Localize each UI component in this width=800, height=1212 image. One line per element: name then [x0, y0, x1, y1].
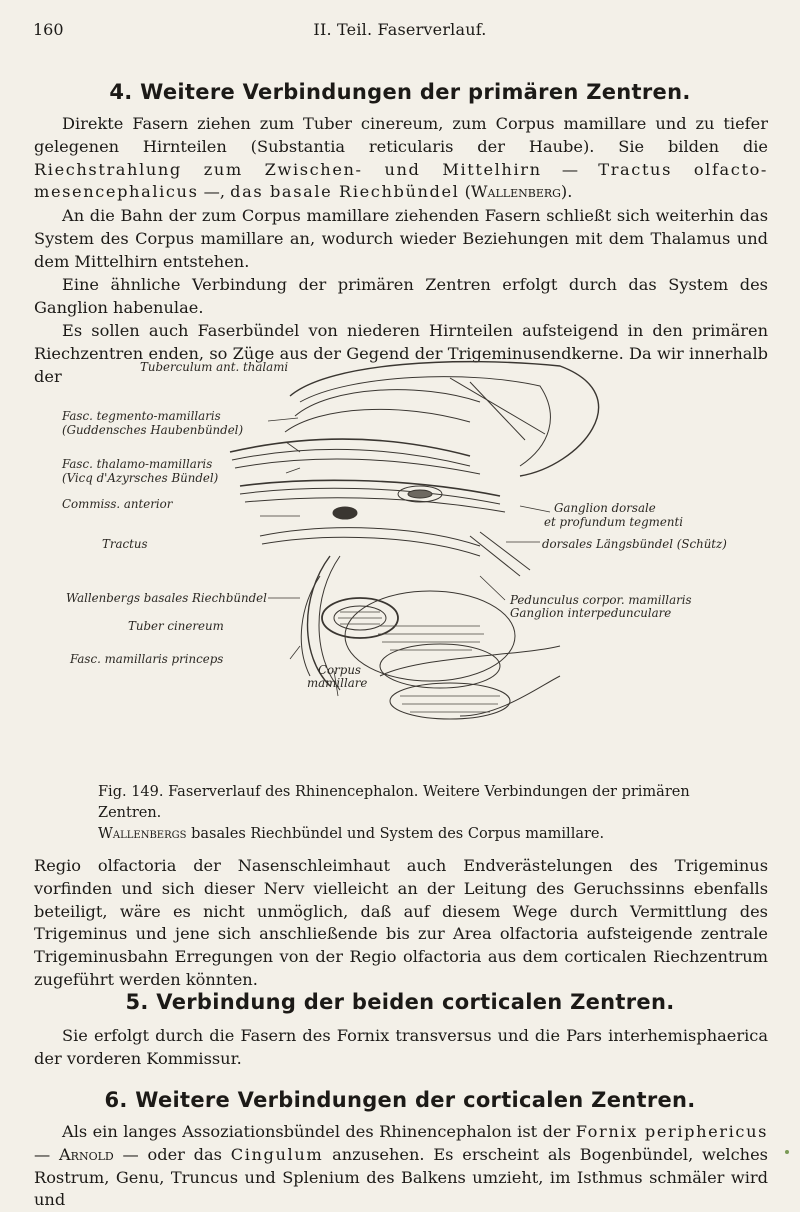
- label-fasc-tegmento-1: Fasc. tegmento-mamillaris: [62, 409, 221, 423]
- label-tuber-cinereum: Tuber cinereum: [128, 619, 224, 633]
- spaced-term: Tractus olfacto-mesencephalicus: [34, 159, 768, 202]
- spaced-term: Cingulum: [230, 1144, 324, 1164]
- section-5-heading: 5. Verbindung der beiden corticalen Zentren.: [125, 990, 675, 1014]
- figure-149: [0, 356, 800, 784]
- spaced-term: Riechstrahlung zum Zwischen- und Mittelhirn: [34, 159, 542, 179]
- label-tuberculum: Tuberculum ant. thalami: [140, 360, 289, 374]
- section-5-paragraph: Sie erfolgt durch die Fasern des Fornix transversus und die Pars interhemisphaerica der vorderen Kommissur.: [34, 1026, 768, 1068]
- text-run: —: [541, 159, 599, 179]
- section-4-paragraph-3: Eine ähnliche Verbindung der primären Zentren erfolgt durch das System des Ganglion habenulae.: [34, 275, 768, 317]
- author-name: Arnold: [58, 1144, 114, 1164]
- continuation-paragraph: Regio olfactoria der Nasenschleimhaut auch Endverästelungen des Trigeminus vorfinden und sich dieser Nerv vielleicht an der Leitung des Geruchssinns ebenfalls beteiligt, wäre es nicht unmöglich, daß auf diesem Wege durch Vermittlung des Trigeminus und jene sich anschließende bis zur Area olfactoria aufsteigende zentrale Trigeminusbahn Erregungen von der Regio olfactoria aus dem corticalen Riechzentrum zugeführt werden könnten.: [34, 856, 768, 989]
- label-dorsales-laengsbuendel: dorsales Längsbündel (Schütz): [542, 537, 727, 551]
- label-fasc-thalamo-2: (Vicq d'Azyrsches Bündel): [62, 471, 219, 485]
- edge-speck: [785, 1150, 789, 1154]
- section-4-paragraph-2: An die Bahn der zum Corpus mamillare ziehenden Fasern schließt sich weiterhin das System des Corpus mamillare an, wodurch wieder Beziehungen mit dem Thalamus und dem Mittelhirn entstehen.: [34, 206, 768, 271]
- text-run: Direkte Fasern ziehen zum Tuber cinereum, zum Corpus mamillare und zu tiefer gelegenen Hirnteilen (Substantia reticularis der Haube). Sie bilden die: [34, 114, 768, 156]
- section-6-heading: 6. Weitere Verbindungen der corticalen Zentren.: [104, 1088, 696, 1112]
- text-run: ).: [560, 182, 573, 202]
- text-run: —,: [198, 182, 231, 202]
- caption-author: Wallenbergs: [98, 826, 187, 842]
- text-run: — oder das: [113, 1144, 231, 1164]
- label-fasc-thalamo-1: Fasc. thalamo-mamillaris: [62, 457, 213, 471]
- label-fasc-tegmento-2: (Guddensches Haubenbündel): [62, 423, 244, 437]
- label-ganglion-interpedunculare: Ganglion interpedunculare: [510, 606, 672, 620]
- caption-text: basales Riechbündel und System des Corpus mamillare.: [186, 826, 605, 842]
- label-corpus: Corpus: [318, 663, 361, 677]
- label-mamillare: mamillare: [307, 676, 368, 690]
- text-run: anzusehen. Es erscheint als Bogenbündel, welches Rostrum, Genu, Truncus und Splenium des Balkens umzieht, im Isthmus schmäler wird und: [34, 1144, 768, 1210]
- section-4-paragraph-1: [34, 113, 768, 204]
- text-run: —: [34, 1144, 59, 1164]
- label-commiss-anterior: Commiss. anterior: [62, 497, 173, 511]
- running-title: II. Teil. Faserverlauf.: [313, 20, 487, 39]
- label-fasc-mamillaris: Fasc. mamillaris princeps: [70, 652, 224, 666]
- caption-text: Fig. 149. Faserverlauf des Rhinencephalon. Weitere Verbindungen der primären Zentren.: [98, 784, 690, 821]
- label-ganglion-dorsale-1: Ganglion dorsale: [554, 501, 656, 515]
- spaced-term: Fornix periphericus: [575, 1122, 769, 1141]
- text-run: Als ein langes Assoziationsbündel des Rhinencephalon ist der: [62, 1122, 576, 1141]
- author-name: Wallenberg: [470, 182, 561, 202]
- figure-caption: [98, 782, 738, 845]
- label-pedunculus: Pedunculus corpor. mamillaris: [510, 593, 692, 607]
- spaced-term: das basale Riechbündel: [230, 182, 460, 202]
- section-4-paragraph-4: Es sollen auch Faserbündel von niederen Hirnteilen aufsteigend in den primären Riechzentren enden, so Züge aus der Gegend der Trigeminusendkerne. Da wir innerhalb der: [34, 321, 768, 386]
- label-tractus: Tractus: [102, 537, 148, 551]
- label-ganglion-dorsale-2: et profundum tegmenti: [544, 515, 683, 529]
- text-run: (: [459, 182, 471, 202]
- section-6-paragraph: [34, 1121, 768, 1212]
- label-wallenberg: Wallenbergs basales Riechbündel: [66, 591, 267, 605]
- section-4-heading: 4. Weitere Verbindungen der primären Zentren.: [109, 80, 691, 104]
- page-number: 160: [33, 20, 64, 39]
